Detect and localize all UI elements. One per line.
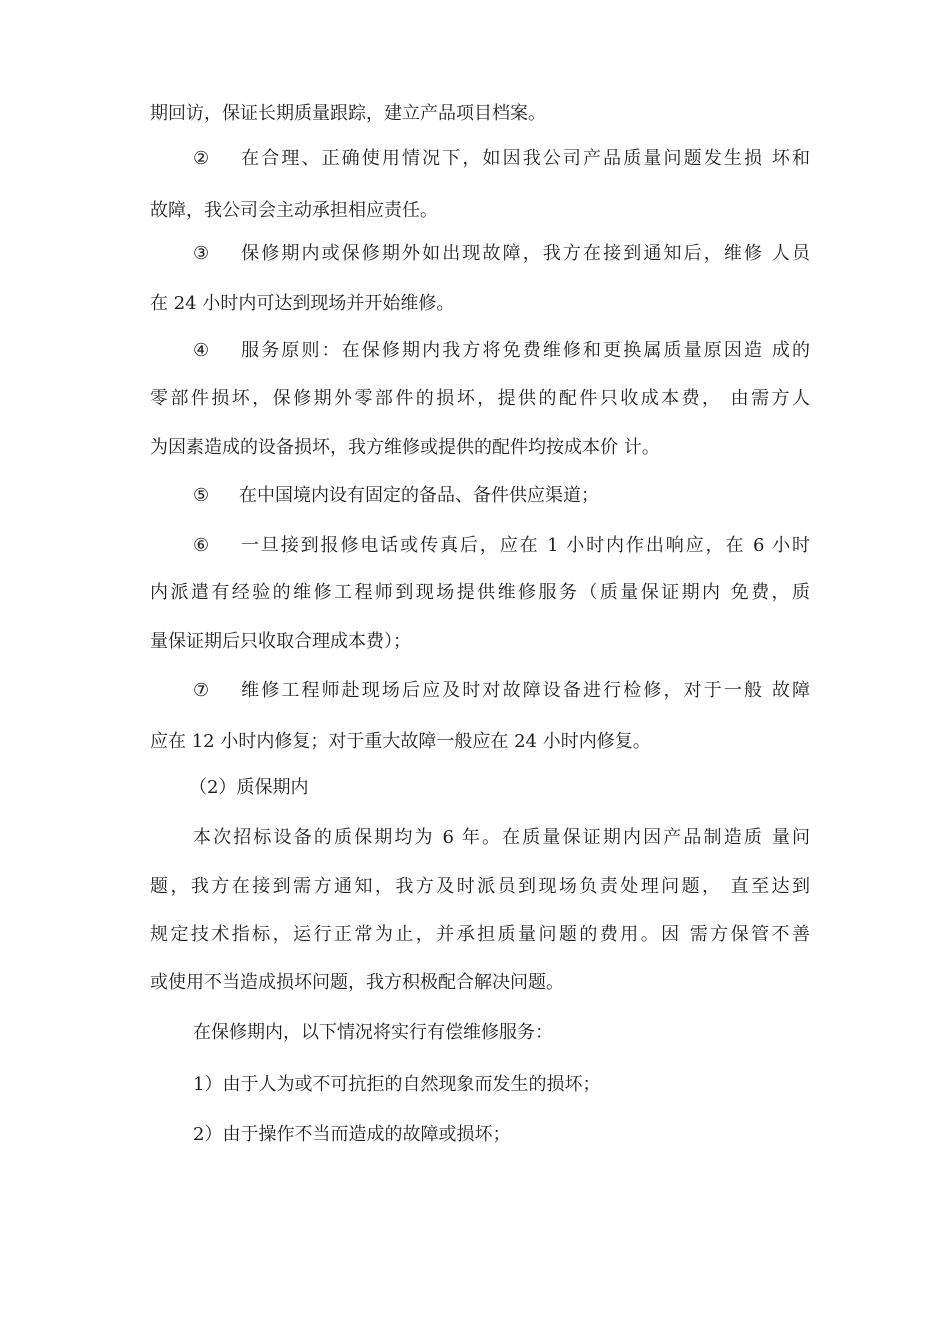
marker-3: ③ xyxy=(193,243,210,264)
paid-service-item-1: 1）由于人为或不可抗拒的自然现象而发生的损坏； xyxy=(193,1074,601,1095)
list-item-6-line-3: 量保证期后只收取合理成本费）； xyxy=(150,631,411,652)
paragraph-line-4: 或使用不当造成损坏问题，我方积极配合解决问题。 xyxy=(150,972,564,993)
list-item-2-line-2: 故障，我公司会主动承担相应责任。 xyxy=(150,200,438,221)
marker-6: ⑥ xyxy=(193,535,210,556)
list-item-6-line-2: 内派遣有经验的维修工程师到现场提供维修服务（质量保证期内 免费，质 xyxy=(150,582,810,603)
list-item-3-line-1: ③ 保修期内或保修期外如出现故障，我方在接到通知后，维修 人员 xyxy=(193,241,810,267)
list-item-3-line-2: 在 24 小时内可达到现场并开始维修。 xyxy=(150,293,455,314)
marker-2: ② xyxy=(193,148,210,169)
text-line-1: 期回访，保证长期质量跟踪，建立产品项目档案。 xyxy=(150,103,546,124)
paragraph-line-2: 题，我方在接到需方通知，我方及时派员到现场负责处理问题， 直至达到 xyxy=(150,876,810,897)
paid-service-item-2: 2）由于操作不当而造成的故障或损坏； xyxy=(193,1124,511,1145)
paid-service-intro: 在保修期内，以下情况将实行有偿维修服务： xyxy=(193,1022,553,1043)
marker-7: ⑦ xyxy=(193,680,210,701)
list-item-5-line-1: ⑤ 在中国境内设有固定的备品、备件供应渠道； xyxy=(193,483,810,509)
section-heading: （2）质保期内 xyxy=(189,777,309,798)
paragraph-line-3: 规定技术指标，运行正常为止，并承担质量问题的费用。因 需方保管不善 xyxy=(150,924,810,945)
list-item-6-line-1: ⑥ 一旦接到报修电话或传真后，应在 1 小时内作出响应，在 6 小时 xyxy=(193,533,810,559)
list-item-4-line-2: 零部件损坏，保修期外零部件的损坏，提供的配件只收成本费， 由需方人 xyxy=(150,388,810,409)
paragraph-line-1: 本次招标设备的质保期均为 6 年。在质量保证期内因产品制造质 量问 xyxy=(193,827,810,848)
list-item-2-line-1: ② 在合理、正确使用情况下，如因我公司产品质量问题发生损 坏和 xyxy=(193,146,810,172)
list-item-4-line-1: ④ 服务原则：在保修期内我方将免费维修和更换属质量原因造 成的 xyxy=(193,338,810,364)
list-item-4-line-3: 为因素造成的设备损坏，我方维修或提供的配件均按成本价 计。 xyxy=(150,437,660,458)
list-item-7-line-2: 应在 12 小时内修复；对于重大故障一般应在 24 小时内修复。 xyxy=(150,731,651,752)
marker-5: ⑤ xyxy=(193,485,210,506)
marker-4: ④ xyxy=(193,340,210,361)
list-item-7-line-1: ⑦ 维修工程师赴现场后应及时对故障设备进行检修，对于一般 故障 xyxy=(193,678,810,704)
